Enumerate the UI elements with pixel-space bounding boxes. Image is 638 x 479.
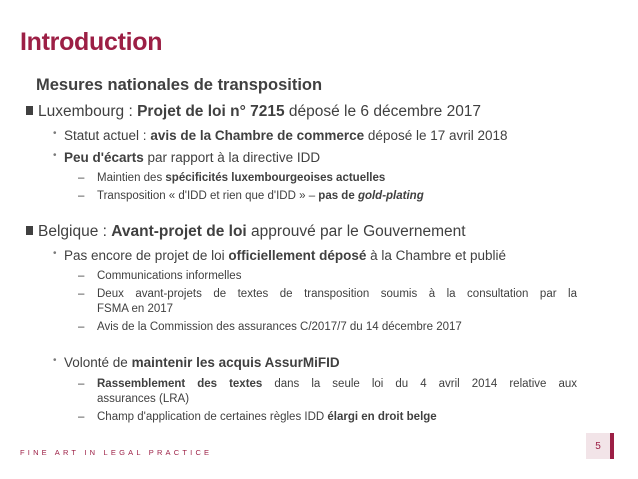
dash-bullet-icon: – [78, 288, 85, 300]
page-number: 5 [586, 433, 610, 459]
footer-tagline: FINE ART IN LEGAL PRACTICE [20, 448, 213, 457]
dash-item-champ: – Champ d'application de certaines règles IDD élargi en droit belge [78, 411, 437, 423]
bullet-luxembourg: Luxembourg : Projet de loi n° 7215 déposé le 6 décembre 2017 [38, 103, 481, 121]
square-bullet-icon [26, 226, 33, 235]
section-subtitle: Mesures nationales de transposition [36, 76, 323, 94]
dash-bullet-icon: – [78, 321, 85, 333]
dot-bullet-icon: • [53, 128, 57, 139]
dash-item-avant-projets: – Deux avant-projets de textes de transposition soumis à la consultation par la [78, 288, 577, 300]
dash-bullet-icon: – [78, 172, 85, 184]
dash-item-maintien: – Maintien des spécificités luxembourgeoises actuelles [78, 172, 386, 184]
dot-bullet-icon: • [53, 248, 57, 259]
dash-bullet-icon: – [78, 378, 85, 390]
sub-bullet-volonte: • Volonté de maintenir les acquis AssurMiFID [53, 355, 340, 370]
dot-bullet-icon: • [53, 355, 57, 366]
bullet-belgique: Belgique : Avant-projet de loi approuvé par le Gouvernement [38, 223, 466, 241]
page-number-accent-bar [610, 433, 614, 459]
sub-bullet-statut: • Statut actuel : avis de la Chambre de commerce déposé le 17 avril 2018 [53, 128, 508, 143]
dash-bullet-icon: – [78, 411, 85, 423]
page-title: Introduction [20, 28, 163, 56]
dash-bullet-icon: – [78, 270, 85, 282]
dash-item-avis: – Avis de la Commission des assurances C/2017/7 du 14 décembre 2017 [78, 321, 462, 333]
dash-item-avant-projets-cont: FSMA en 2017 [97, 303, 174, 315]
square-bullet-icon [26, 106, 33, 115]
sub-bullet-ecarts: • Peu d'écarts par rapport à la directive IDD [53, 150, 321, 165]
dash-item-rassemblement-cont: assurances (LRA) [97, 393, 190, 405]
dash-item-rassemblement: – Rassemblement des textes dans la seule loi du 4 avril 2014 relative aux [78, 378, 577, 390]
sub-bullet-projet: • Pas encore de projet de loi officiellement déposé à la Chambre et publié [53, 248, 506, 263]
dash-bullet-icon: – [78, 190, 85, 202]
dot-bullet-icon: • [53, 150, 57, 161]
dash-item-transposition: – Transposition « d'IDD et rien que d'IDD » – pas de gold-plating [78, 190, 424, 202]
dash-item-communications: – Communications informelles [78, 270, 242, 282]
